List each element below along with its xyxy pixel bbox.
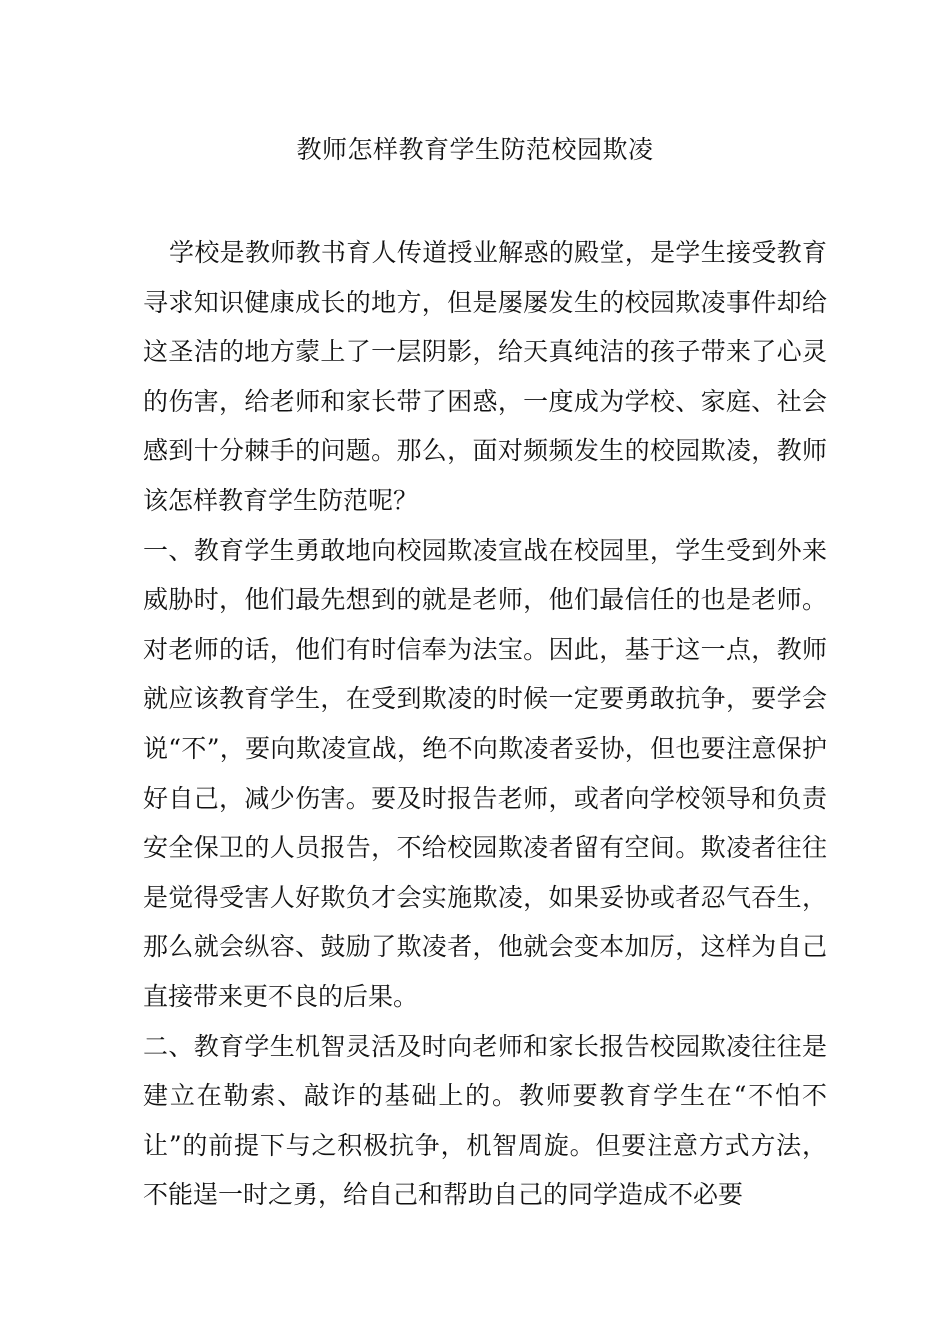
paragraph-intro: 学校是教师教书育人传道授业解惑的殿堂，是学生接受教育寻求知识健康成长的地方，但是屡屡发生的校园欺凌事件却给这圣洁的地方蒙上了一层阴影，给天真纯洁的孩子带来了心灵的伤害，给老师和家长带了困惑，一度成为学校、家庭、社会感到十分棘手的问题。那么，面对频频发生的校园欺凌，教师该怎样教育学生防范呢？ [143, 238, 827, 515]
document-title: 教师怎样教育学生防范校园欺凌 [296, 135, 654, 164]
paragraph-section-one: 一、教育学生勇敢地向校园欺凌宣战在校园里，学生受到外来威胁时，他们最先想到的就是老师，他们最信任的也是老师。对老师的话，他们有时信奉为法宝。因此，基于这一点，教师就应该教育学生，在受到欺凌的时候一定要勇敢抗争，要学会说“不”，要向欺凌宣战，绝不向欺凌者妥协，但也要注意保护好自己，减少伤害。要及时报告老师，或者向学校领导和负责安全保卫的人员报告，不给校园欺凌者留有空间。欺凌者往往是觉得受害人好欺负才会实施欺凌，如果妥协或者忍气吞生，那么就会纵容、鼓励了欺凌者，他就会变本加厉，这样为自己直接带来更不良的后果。 [143, 535, 827, 1011]
document-body [143, 228, 827, 1220]
paragraph-section-two: 二、教育学生机智灵活及时向老师和家长报告校园欺凌往往是建立在勒索、敲诈的基础上的。教师要教育学生在“不怕不让”的前提下与之积极抗争，机智周旋。但要注意方式方法，不能逞一时之勇，给自己和帮助自己的同学造成不必要 [143, 1031, 827, 1210]
